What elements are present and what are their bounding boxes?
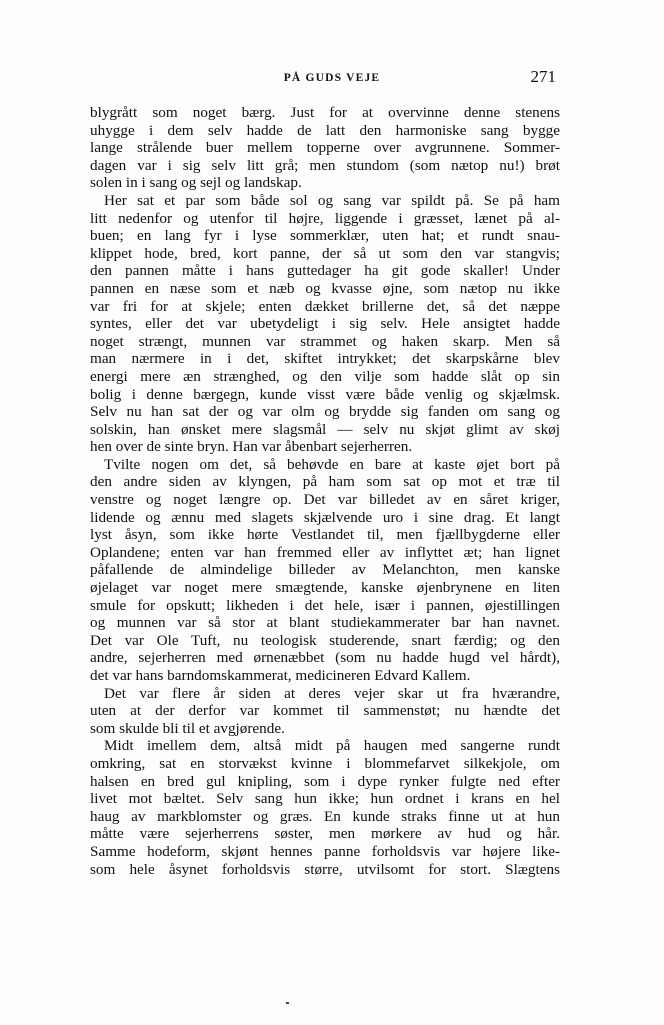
text-line: halsen en bred gul knipling, som i dype rynker fulgte ned efter <box>90 772 560 790</box>
text-line: uhygge i dem selv hadde de latt den harmoniske sang bygge <box>90 121 560 139</box>
text-line: Midt imellem dem, altså midt på haugen med sangerne rundt <box>104 737 560 755</box>
text-line: buen; en lang fyr i lyse sommerklær, uten hat; et rundt snau- <box>90 227 560 245</box>
text-line: klippet hode, bred, kort panne, der så ut som den var stangvis; <box>90 244 560 262</box>
body-text <box>90 104 560 878</box>
text-line: solen in i sang og sejl og landskap. <box>90 174 302 192</box>
page-number: 271 <box>530 67 556 86</box>
running-head <box>0 67 664 92</box>
text-line: haug av markblomster og græs. En kunde straks finne ut at hun <box>90 807 560 825</box>
text-line: Samme hodeform, skjønt hennes panne forholdsvis var højere like- <box>90 842 560 860</box>
text-line: andre, sejerherren med ørnenæbbet (som nu hadde hugd vel hårdt), <box>90 649 560 667</box>
text-line: Her sat et par som både sol og sang var spildt på. Se på ham <box>104 191 560 209</box>
text-line: pannen en næse som et næb og kvasse øjne, som nætop nu ikke <box>90 279 560 297</box>
text-line: smule for opskutt; likheden i det hele, især i pannen, øjestillingen <box>90 596 560 614</box>
text-line: litt nedenfor og utenfor til højre, liggende i græsset, lænet på al- <box>90 209 560 227</box>
text-line: noget strængt, munnen var strammet og haken skarp. Men så <box>90 332 560 350</box>
text-line: blygrått som noget bærg. Just for at overvinne denne stenens <box>90 104 560 121</box>
text-line: solskin, han ønsket mere slagsmål — selv nu skjøt glimt av skøj <box>90 420 560 438</box>
text-line: Tvilte nogen om det, så behøvde en bare at kaste øjet bort på <box>104 455 560 473</box>
text-line: syntes, eller det var ubetydeligt i sig selv. Hele ansigtet hadde <box>90 315 560 333</box>
text-line: hen over de sinte bryn. Han var åbenbart sejerherren. <box>90 438 413 456</box>
text-line: som hele åsynet forholdsvis større, utvilsomt for stort. Slægtens <box>90 860 560 878</box>
text-line: øjelaget var noget mere smægtende, kanske øjenbrynene en liten <box>90 579 560 597</box>
text-line: måtte være sejerherrens søster, men mørkere av hud og hår. <box>90 825 560 843</box>
text-line: den pannen måtte i hans guttedager ha git gode skaller! Under <box>90 262 560 280</box>
text-line: den andre siden av klyngen, på ham som sat op mot et træ til <box>90 473 560 491</box>
text-line: som skulde bli til et avgjørende. <box>90 719 285 737</box>
text-line: omkring, sat en storvækst kvinne i blommefarvet silkekjole, om <box>90 754 560 772</box>
text-line: uten at der derfor var kommet til sammenstøt; nu hændte det <box>90 702 560 720</box>
text-line: man nærmere in i det, skiftet intrykket; det skarpskårne blev <box>90 350 560 368</box>
text-line: lidende og ænnu med slagets skjælvende uro i sine drag. Et langt <box>90 508 560 526</box>
text-line: var fri for at skjele; enten dækket brillerne det, så det næppe <box>90 297 560 315</box>
text-line: det var hans barndomskammerat, medicineren Edvard Kallem. <box>90 667 471 684</box>
text-line: Oplandene; enten var han fremmed eller av inflyttet æt; han lignet <box>90 543 560 561</box>
text-line: energi mere æn strænghed, og den vilje som hadde slåt op sin <box>90 367 560 385</box>
text-line: Det var flere år siden at deres vejer skar ut fra hværandre, <box>104 684 560 702</box>
text-line: påfallende de almindelige billeder av Melanchton, men kanske <box>90 561 560 579</box>
text-line: venstre og noget længre op. Det var billedet av en såret kriger, <box>90 491 560 509</box>
text-line: Selv nu han sat der og var olm og brydde sig fanden om sang og <box>90 403 560 421</box>
text-line: lange strålende buer mellem topperne over avgrunnene. Sommer- <box>90 139 560 157</box>
running-title: PÅ GUDS VEJE <box>283 72 381 84</box>
text-line: lyst åsyn, som ikke hørte Vestlandet til, men fjællbygderne eller <box>90 526 560 544</box>
text-line: og munnen var så stor at blant studiekammerater bar han navnet. <box>90 614 560 632</box>
text-line: Det var Ole Tuft, nu teologisk studerende, snart færdig; og den <box>90 631 560 649</box>
text-line: livet mot bæltet. Selv sang hun ikke; hun ordnet i krans en hel <box>90 790 560 808</box>
print-speck <box>286 1002 289 1004</box>
text-line: dagen var i sig selv litt grå; men stundom (som nætop nu!) brøt <box>90 156 560 174</box>
text-line: bolig i denne bærgegn, kunde visst være både venlig og skjælmsk. <box>90 385 560 403</box>
